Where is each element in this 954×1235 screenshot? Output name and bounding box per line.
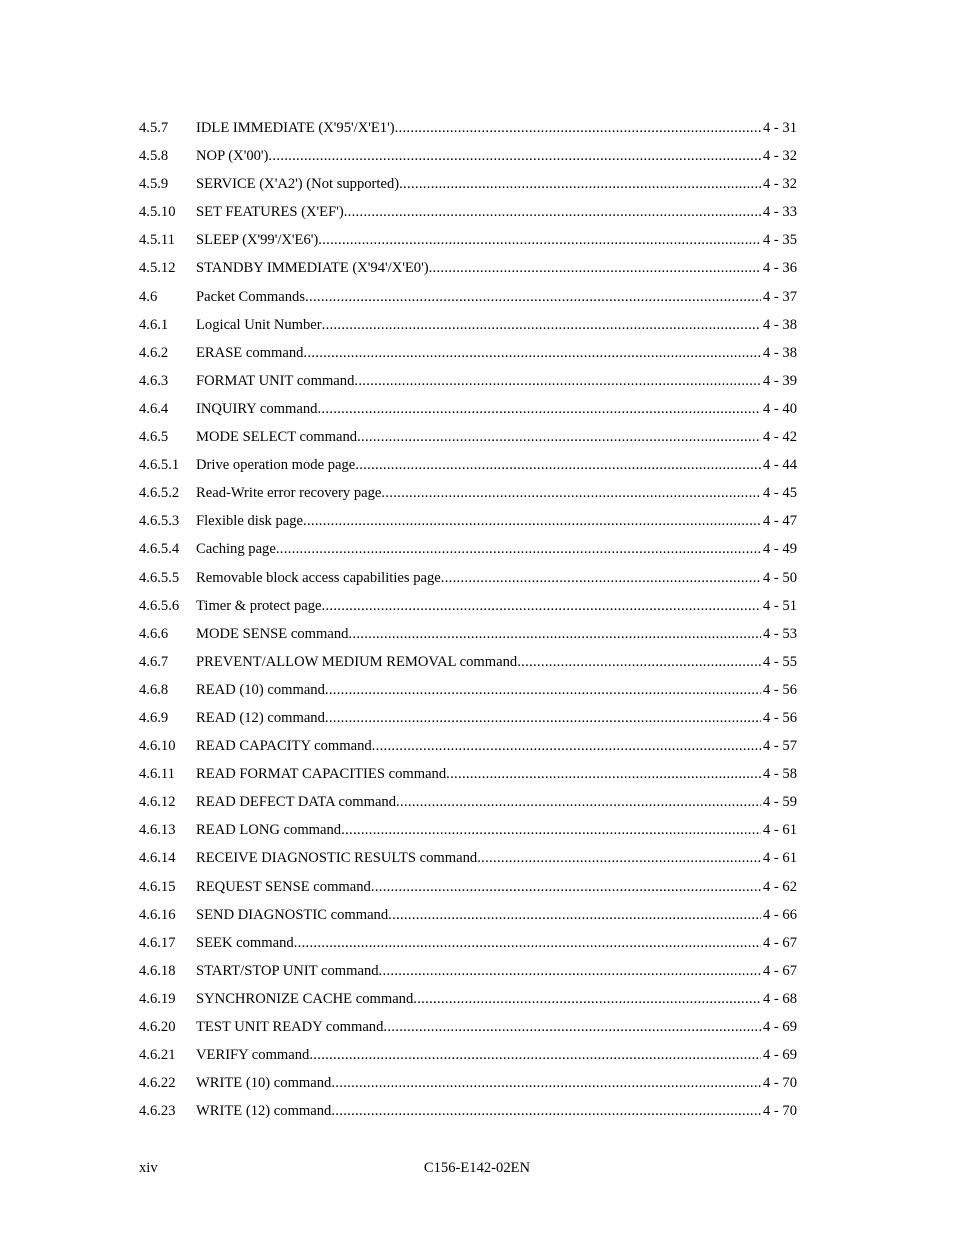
toc-entry[interactable] xyxy=(139,1017,797,1045)
footer-page-number: xiv xyxy=(139,1160,158,1176)
toc-dot-leader xyxy=(381,483,761,503)
toc-section-number: 4.6.19 xyxy=(139,990,176,1007)
toc-dot-leader xyxy=(268,146,761,166)
toc-dot-leader xyxy=(322,596,761,616)
toc-page-number: 4 - 42 xyxy=(762,429,797,446)
toc-section-title: SERVICE (X'A2') (Not supported) xyxy=(196,176,400,193)
toc-section-number: 4.5.10 xyxy=(139,204,176,221)
toc-page-number: 4 - 61 xyxy=(762,822,797,839)
toc-dot-leader xyxy=(325,680,761,700)
toc-entry[interactable] xyxy=(139,848,797,876)
toc-dot-leader xyxy=(388,905,761,925)
toc-dot-leader xyxy=(395,118,761,138)
toc-section-title: READ DEFECT DATA command xyxy=(196,794,397,811)
toc-section-number: 4.6.11 xyxy=(139,766,175,783)
toc-section-title: SEND DIAGNOSTIC command xyxy=(196,906,389,923)
toc-page-number: 4 - 57 xyxy=(762,738,797,755)
footer-document-code: C156-E142-02EN xyxy=(423,1160,531,1176)
toc-dot-leader xyxy=(372,736,761,756)
toc-dot-leader xyxy=(294,933,761,953)
toc-entry[interactable] xyxy=(139,596,797,624)
toc-section-title: VERIFY command xyxy=(196,1047,310,1064)
toc-dot-leader xyxy=(305,287,761,307)
toc-page-number: 4 - 51 xyxy=(762,597,797,614)
toc-section-title: FORMAT UNIT command xyxy=(196,372,355,389)
toc-section-number: 4.6.6 xyxy=(139,625,169,642)
toc-entry[interactable] xyxy=(139,1045,797,1073)
toc-dot-leader xyxy=(355,455,761,475)
toc-section-number: 4.6.23 xyxy=(139,1103,176,1120)
toc-dot-leader xyxy=(318,230,761,250)
toc-page-number: 4 - 33 xyxy=(762,204,797,221)
toc-dot-leader xyxy=(354,371,761,391)
toc-section-number: 4.5.9 xyxy=(139,176,169,193)
toc-section-number: 4.6.16 xyxy=(139,906,176,923)
toc-dot-leader xyxy=(344,202,761,222)
toc-dot-leader xyxy=(341,820,761,840)
toc-section-title: REQUEST SENSE command xyxy=(196,878,371,895)
toc-section-title: IDLE IMMEDIATE (X'95'/X'E1') xyxy=(196,120,395,136)
toc-page-number: 4 - 61 xyxy=(762,850,797,867)
toc-section-number: 4.6.5 xyxy=(139,429,169,446)
toc-section-title: Read-Write error recovery page xyxy=(196,485,382,502)
toc-section-number: 4.6.3 xyxy=(139,372,169,389)
toc-dot-leader xyxy=(517,652,761,672)
toc-page-number: 4 - 35 xyxy=(762,232,797,249)
toc-page-number: 4 - 47 xyxy=(762,513,797,530)
toc-dot-leader xyxy=(399,174,761,194)
toc-page-number: 4 - 59 xyxy=(762,794,797,811)
toc-dot-leader xyxy=(348,624,761,644)
toc-entry[interactable] xyxy=(139,708,797,736)
toc-entry[interactable] xyxy=(139,680,797,708)
toc-page-number: 4 - 38 xyxy=(762,316,797,333)
toc-section-title: NOP (X'00') xyxy=(196,148,269,165)
toc-entry[interactable] xyxy=(139,343,797,371)
toc-entry[interactable] xyxy=(139,905,797,933)
toc-page-number: 4 - 56 xyxy=(762,709,797,726)
toc-page-number: 4 - 32 xyxy=(762,148,797,165)
toc-page-number: 4 - 40 xyxy=(762,400,797,417)
toc-section-number: 4.6.17 xyxy=(139,934,176,951)
toc-section-title: READ CAPACITY command xyxy=(196,738,372,755)
toc-section-number: 4.6.4 xyxy=(139,400,169,417)
toc-section-number: 4.6.12 xyxy=(139,794,176,811)
toc-section-title: Logical Unit Number xyxy=(196,316,322,333)
toc-page-number: 4 - 44 xyxy=(762,457,797,474)
toc-page-number: 4 - 49 xyxy=(762,541,797,558)
toc-section-number: 4.6.7 xyxy=(139,653,169,670)
toc-dot-leader xyxy=(357,427,761,447)
toc-section-title: SLEEP (X'99'/X'E6') xyxy=(196,232,319,249)
toc-entry[interactable] xyxy=(139,174,797,202)
toc-entry[interactable] xyxy=(139,736,797,764)
toc-dot-leader xyxy=(331,1073,761,1093)
toc-dot-leader xyxy=(331,1101,761,1121)
toc-section-number: 4.5.11 xyxy=(139,232,175,249)
toc-dot-leader xyxy=(371,877,761,897)
toc-entry[interactable] xyxy=(139,1101,797,1129)
toc-page-number: 4 - 56 xyxy=(762,681,797,698)
toc-entry[interactable] xyxy=(139,483,797,511)
toc-section-title: WRITE (12) command xyxy=(196,1103,332,1120)
toc-section-title: MODE SELECT command xyxy=(196,429,358,446)
toc-entry[interactable] xyxy=(139,1073,797,1101)
toc-dot-leader xyxy=(441,568,761,588)
toc-page-number: 4 - 32 xyxy=(762,176,797,193)
toc-page-number: 4 - 68 xyxy=(762,990,797,1007)
toc-section-number: 4.6.20 xyxy=(139,1019,176,1035)
toc-page-number: 4 - 62 xyxy=(762,878,797,895)
toc-page-number: 4 - 70 xyxy=(762,1075,797,1092)
toc-section-title: Caching page xyxy=(196,541,276,558)
toc-page-number: 4 - 36 xyxy=(762,260,797,277)
toc-entry[interactable] xyxy=(139,399,797,427)
toc-dot-leader xyxy=(446,764,761,784)
toc-entry[interactable] xyxy=(139,989,797,1017)
toc-section-number: 4.6.5.2 xyxy=(139,485,180,502)
toc-section-number: 4.5.7 xyxy=(139,120,169,136)
toc-section-number: 4.6.21 xyxy=(139,1047,176,1064)
toc-section-title: WRITE (10) command xyxy=(196,1075,332,1092)
toc-dot-leader xyxy=(413,989,761,1009)
toc-entry[interactable] xyxy=(139,652,797,680)
toc-section-number: 4.6.5.3 xyxy=(139,513,180,530)
toc-entry[interactable] xyxy=(139,624,797,652)
toc-page-number: 4 - 39 xyxy=(762,372,797,389)
toc-section-number: 4.6.8 xyxy=(139,681,169,698)
toc-entry[interactable] xyxy=(139,315,797,343)
toc-entry[interactable] xyxy=(139,568,797,596)
toc-entry[interactable] xyxy=(139,371,797,399)
toc-page-number: 4 - 38 xyxy=(762,344,797,361)
toc-section-number: 4.6.5.1 xyxy=(139,457,180,474)
toc-dot-leader xyxy=(429,258,761,278)
toc-section-title: SEEK command xyxy=(196,934,294,951)
toc-section-title: READ (10) command xyxy=(196,681,325,698)
toc-page-number: 4 - 67 xyxy=(762,934,797,951)
toc-page-number: 4 - 67 xyxy=(762,962,797,979)
toc-page-number: 4 - 70 xyxy=(762,1103,797,1120)
toc-section-number: 4.6.5.4 xyxy=(139,541,180,558)
toc-section-number: 4.6.5.5 xyxy=(139,569,180,586)
toc-section-number: 4.6.14 xyxy=(139,850,176,867)
toc-section-title: RECEIVE DIAGNOSTIC RESULTS command xyxy=(196,850,478,867)
toc-section-title: Drive operation mode page xyxy=(196,457,356,474)
toc-page-number: 4 - 31 xyxy=(762,120,797,136)
toc-entry[interactable] xyxy=(139,230,797,258)
toc-dot-leader xyxy=(303,511,761,531)
toc-section-title: READ (12) command xyxy=(196,709,325,726)
toc-entry[interactable] xyxy=(139,202,797,230)
toc-section-number: 4.6.2 xyxy=(139,344,169,361)
toc-entry[interactable] xyxy=(139,287,797,315)
toc-page-number: 4 - 55 xyxy=(762,653,797,670)
toc-dot-leader xyxy=(383,1017,761,1037)
toc-page-number: 4 - 37 xyxy=(762,288,797,305)
toc-dot-leader xyxy=(317,399,760,419)
toc-entry[interactable] xyxy=(139,511,797,539)
toc-page-number: 4 - 66 xyxy=(762,906,797,923)
toc-entry[interactable] xyxy=(139,118,797,146)
toc-page-number: 4 - 69 xyxy=(762,1019,797,1035)
toc-page-number: 4 - 45 xyxy=(762,485,797,502)
toc-dot-leader xyxy=(396,792,761,812)
toc-section-title: PREVENT/ALLOW MEDIUM REMOVAL command xyxy=(196,653,518,670)
table-of-contents xyxy=(139,118,797,1129)
toc-section-number: 4.5.12 xyxy=(139,260,176,277)
toc-dot-leader xyxy=(322,315,761,335)
toc-section-number: 4.6.5.6 xyxy=(139,597,180,614)
toc-section-title: SET FEATURES (X'EF') xyxy=(196,204,344,221)
toc-entry[interactable] xyxy=(139,146,797,174)
toc-section-title: TEST UNIT READY command xyxy=(196,1019,384,1035)
toc-page-number: 4 - 50 xyxy=(762,569,797,586)
toc-section-number: 4.6.13 xyxy=(139,822,176,839)
toc-section-title: Flexible disk page xyxy=(196,513,304,530)
toc-section-number: 4.6.22 xyxy=(139,1075,176,1092)
toc-dot-leader xyxy=(325,708,761,728)
toc-section-number: 4.6.10 xyxy=(139,738,176,755)
toc-section-title: MODE SENSE command xyxy=(196,625,349,642)
toc-section-title: READ FORMAT CAPACITIES command xyxy=(196,766,447,783)
toc-dot-leader xyxy=(477,848,761,868)
toc-section-title: Timer & protect page xyxy=(196,597,322,614)
toc-page-number: 4 - 69 xyxy=(762,1047,797,1064)
toc-entry[interactable] xyxy=(139,961,797,989)
toc-section-title: ERASE command xyxy=(196,344,304,361)
toc-section-number: 4.5.8 xyxy=(139,148,169,165)
toc-section-number: 4.6.18 xyxy=(139,962,176,979)
toc-entry[interactable] xyxy=(139,539,797,567)
toc-entry[interactable] xyxy=(139,877,797,905)
toc-entry[interactable] xyxy=(139,792,797,820)
toc-page-number: 4 - 58 xyxy=(762,766,797,783)
toc-section-number: 4.6.1 xyxy=(139,316,169,333)
toc-dot-leader xyxy=(379,961,761,981)
toc-dot-leader xyxy=(276,539,761,559)
toc-section-title: STANDBY IMMEDIATE (X'94'/X'E0') xyxy=(196,260,429,277)
toc-section-number: 4.6 xyxy=(139,288,158,305)
toc-dot-leader xyxy=(309,1045,761,1065)
toc-section-title: START/STOP UNIT command xyxy=(196,962,379,979)
toc-section-title: READ LONG command xyxy=(196,822,342,839)
toc-entry[interactable] xyxy=(139,427,797,455)
toc-page-number: 4 - 53 xyxy=(762,625,797,642)
toc-section-number: 4.6.9 xyxy=(139,709,169,726)
toc-dot-leader xyxy=(303,343,761,363)
toc-entry[interactable] xyxy=(139,820,797,848)
toc-section-number: 4.6.15 xyxy=(139,878,176,895)
toc-section-title: Packet Commands xyxy=(196,288,306,305)
toc-section-title: INQUIRY command xyxy=(196,400,318,417)
toc-section-title: Removable block access capabilities page xyxy=(196,569,441,586)
toc-section-title: SYNCHRONIZE CACHE command xyxy=(196,990,414,1007)
toc-entry[interactable] xyxy=(139,933,797,961)
toc-entry[interactable] xyxy=(139,764,797,792)
toc-entry[interactable] xyxy=(139,455,797,483)
toc-entry[interactable] xyxy=(139,258,797,286)
